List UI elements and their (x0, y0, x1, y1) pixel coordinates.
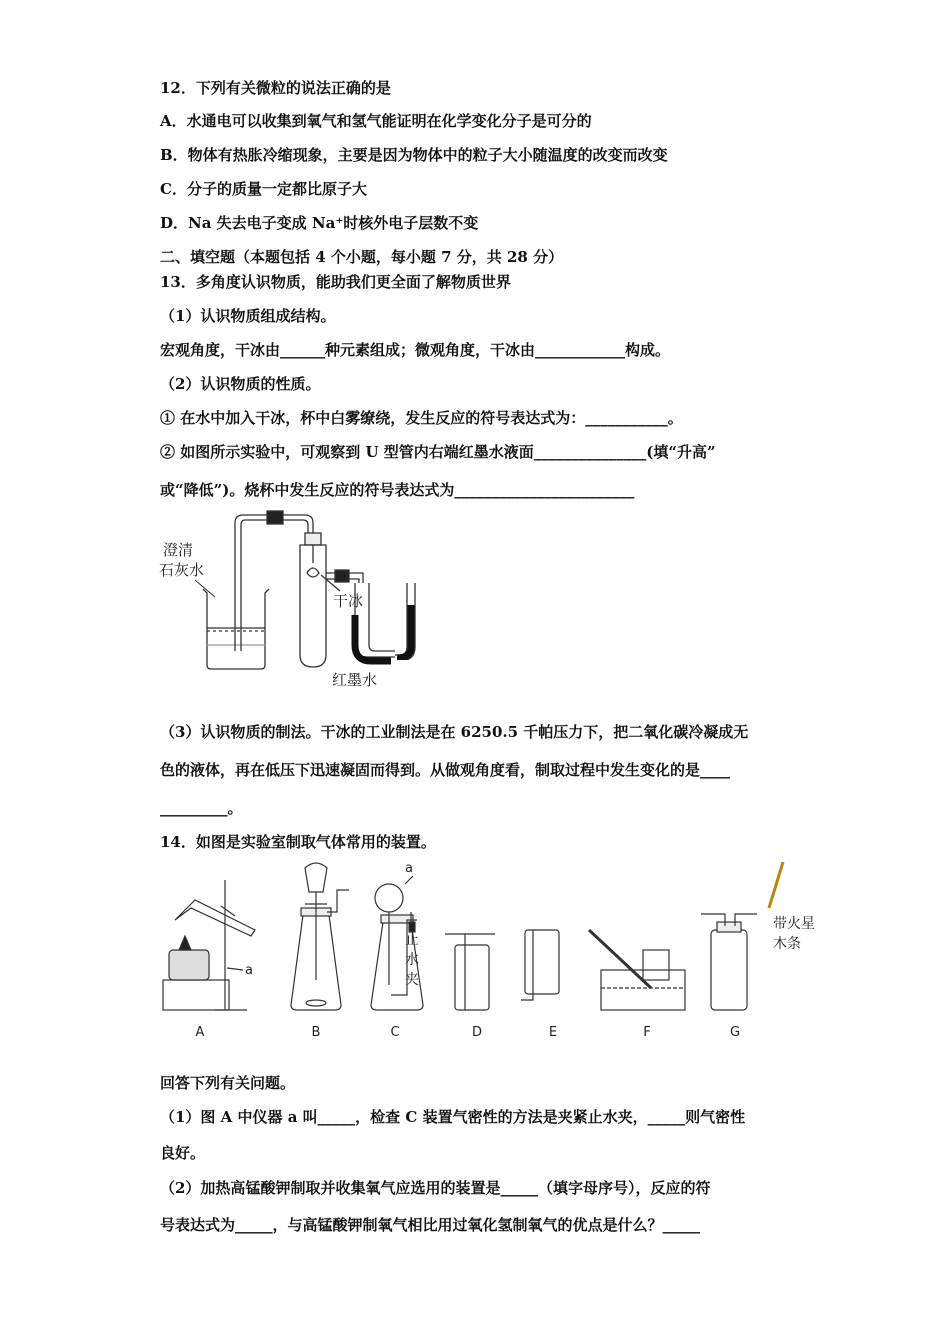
q12-stem: 12．下列有关微粒的说法正确的是 (160, 79, 391, 97)
q14-part2-line2: 号表达式为_____，与高锰酸钾制氧气相比用过氧化氢制氧气的优点是什么？_____ (160, 1216, 701, 1234)
apparatus-d-icon (445, 934, 495, 1010)
q14-part2-line1: （2）加热高锰酸钾制取并收集氧气应选用的装置是_____（填字母序号），反应的符 (160, 1179, 711, 1197)
apparatus-b-icon (291, 863, 349, 1010)
delivery-tube-icon (235, 511, 313, 651)
q14-part1-line1: （1）图 A 中仪器 a 叫_____，检查 C 装置气密性的方法是夹紧止水夹，_____则气密性 (160, 1108, 746, 1126)
u-tube-right-arm (395, 575, 425, 660)
q12-option-b: B．物体有热胀冷缩现象，主要是因为物体中的粒子大小随温度的改变而改变 (160, 146, 668, 164)
q13-part3-line1: （3）认识物质的制法。干冰的工业制法是在 6250.5 千帕压力下，把二氧化碳冷凝成无 (160, 723, 749, 741)
apparatus-a-icon (163, 880, 255, 1010)
q14-stem: 14．如图是实验室制取气体常用的装置。 (160, 833, 436, 851)
label-f: F (643, 1025, 651, 1040)
clamp-label-3: 夹 (405, 972, 419, 988)
limewater-label-2: 石灰水 (159, 561, 205, 579)
clamp-label-1: 止 (405, 932, 419, 948)
label-b: B (311, 1025, 321, 1040)
clamp-label-2: 水 (405, 952, 419, 968)
q13-stem: 13．多角度认识物质，能助我们更全面了解物质世界 (160, 273, 511, 291)
label-c: C (390, 1025, 400, 1040)
q14-intro: 回答下列有关问题。 (160, 1074, 296, 1092)
q12-option-d: D．Na 失去电子变成 Na⁺时核外电子层数不变 (160, 214, 479, 232)
q12-option-c: C．分子的质量一定都比原子大 (160, 180, 367, 198)
q13-part2-a: ① 在水中加入干冰，杯中白雾缭绕，发生反应的符号表达式为：___________。 (160, 409, 683, 427)
red-ink-label: 红墨水 (332, 671, 378, 689)
label-d: D (471, 1025, 483, 1040)
label-c-instrument: a (405, 861, 413, 876)
q13-part1: （1）认识物质组成结构。 (160, 307, 336, 325)
apparatus-g-icon (701, 862, 783, 1010)
splint-label-2: 木条 (773, 936, 801, 952)
section-heading: 二、填空题（本题包括 4 个小题，每小题 7 分，共 28 分） (160, 248, 564, 266)
gas-apparatus-figure (155, 860, 825, 1045)
q13-part3-line3: _________。 (160, 799, 243, 817)
dry-ice-label: 干冰 (333, 592, 364, 610)
q13-part1-blanks: 宏观角度，干冰由______种元素组成；微观角度，干冰由____________构成。 (160, 341, 671, 359)
label-e: E (548, 1025, 558, 1040)
label-g: G (729, 1025, 741, 1040)
apparatus-f-icon (589, 930, 685, 1010)
q12-option-a: A．水通电可以收集到氧气和氢气能证明在化学变化分子是可分的 (160, 112, 592, 130)
q13-part3-line2: 色的液体，再在低压下迅速凝固而得到。从做观角度看，制取过程中发生变化的是____ (160, 761, 731, 779)
limewater-label-1: 澄清 (163, 541, 194, 559)
label-a-instrument: a (245, 963, 253, 978)
beaker-icon (203, 589, 269, 669)
q13-part2-b-line1: ② 如图所示实验中，可观察到 U 型管内右端红墨水液面_______________(填“升高” (160, 443, 716, 461)
dry-ice-experiment-figure (155, 505, 395, 695)
label-a: A (195, 1025, 205, 1040)
q13-part2: （2）认识物质的性质。 (160, 375, 321, 393)
apparatus-e-icon (521, 930, 559, 1000)
q14-part1-line2: 良好。 (160, 1144, 206, 1162)
splint-label-1: 带火星 (773, 916, 815, 932)
q13-part2-b-line2: 或“降低”)。烧杯中发生反应的符号表达式为________________________ (160, 481, 635, 499)
